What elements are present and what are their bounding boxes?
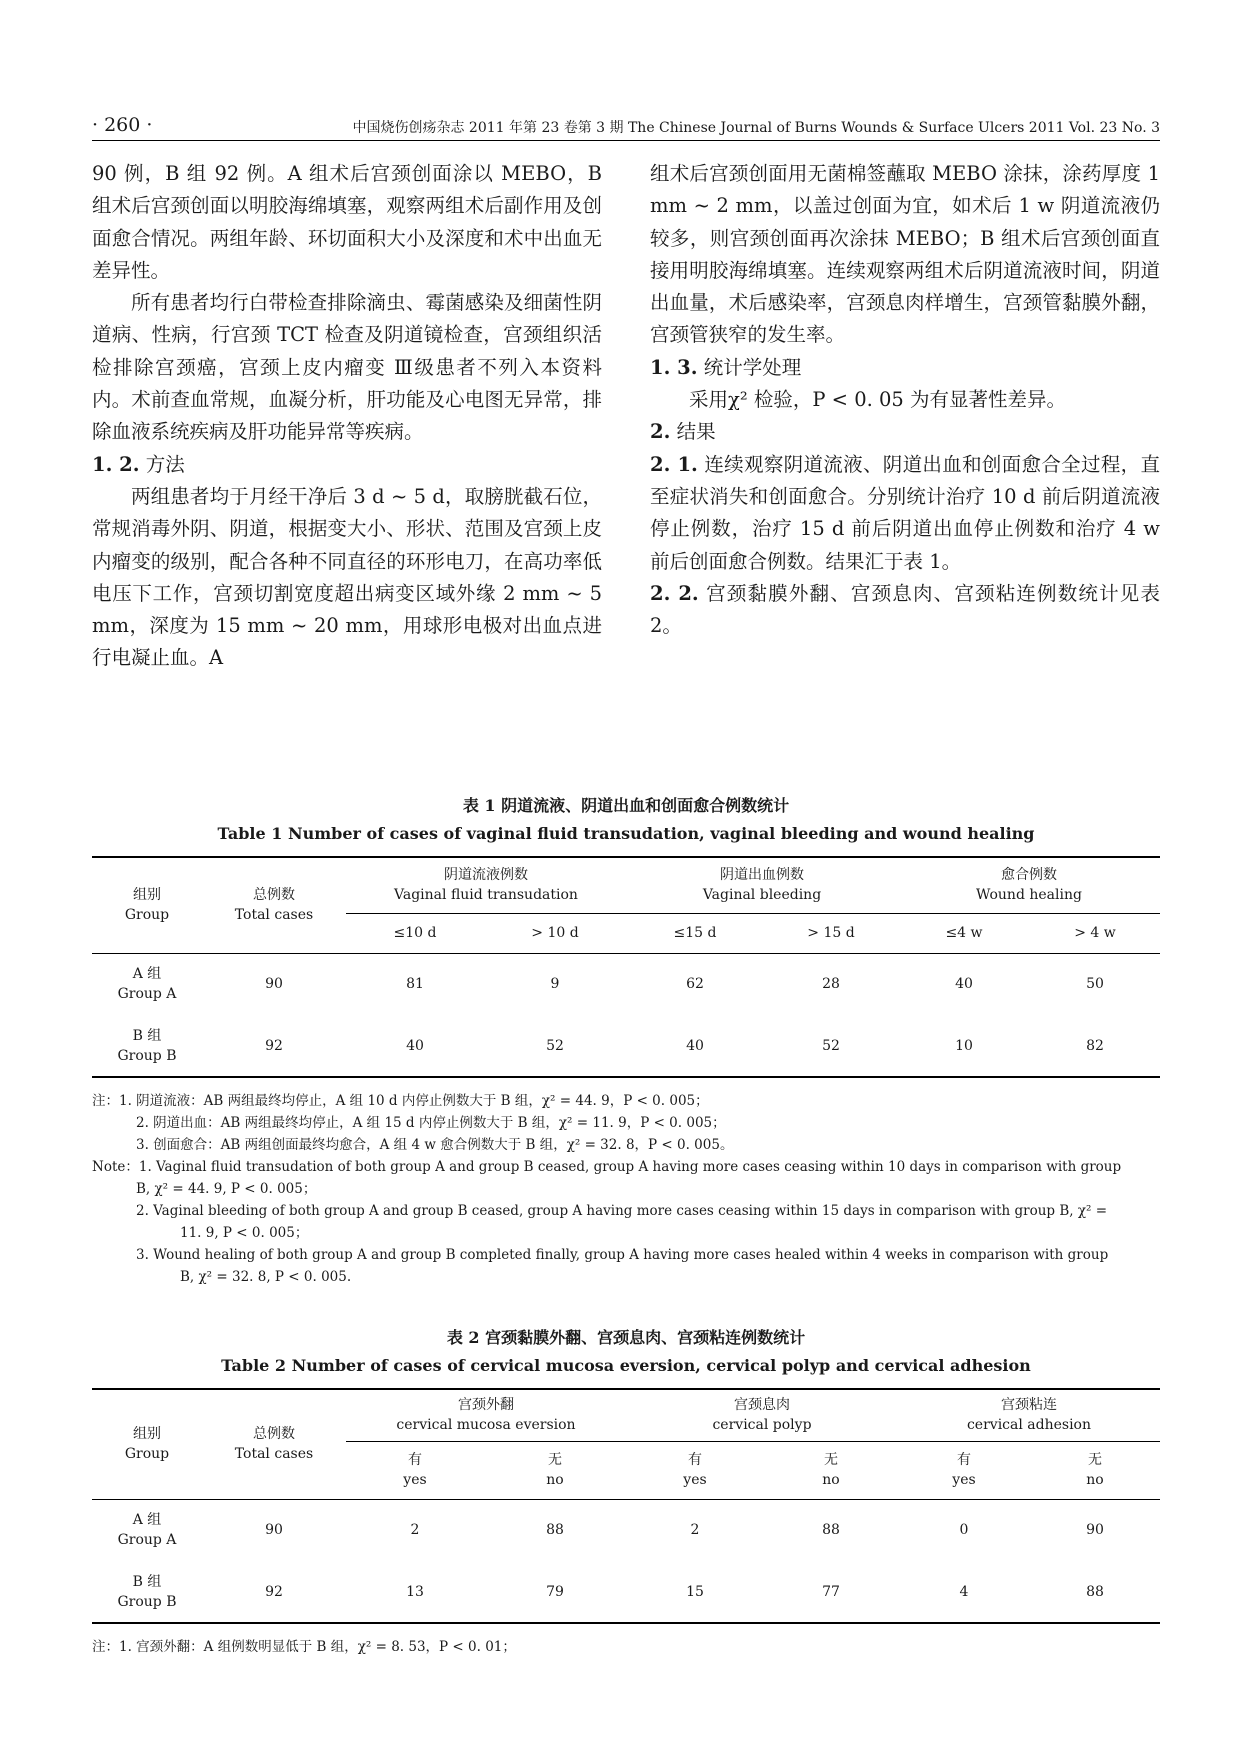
note-line: Note：1. Vaginal fluid transudation of both group A and group B ceased, group A having more cases ceasing within 10 days in comparison with group	[92, 1159, 1122, 1175]
table1-subheader: > 4 w	[1074, 925, 1116, 941]
cell: 88	[546, 1522, 564, 1539]
paragraph	[650, 449, 1160, 578]
row-label: B 组 Group B	[117, 1027, 177, 1064]
cell: 88	[822, 1522, 840, 1539]
section-heading-2	[650, 416, 1160, 448]
paragraph: 所有患者均行白带检查排除滴虫、霉菌感染及细菌性阴道病、性病，行宫颈 TCT 检查及阴道镜检查，宫颈组织活检排除宫颈癌，宫颈上皮内瘤变 Ⅲ级患者不列入本资料内。术前查血常规，血凝分析，肝功能及心电图无异常，排除血液系统疾病及肝功能异常等疾病。	[92, 291, 602, 444]
left-column	[92, 158, 602, 675]
row-label: A 组 Group A	[117, 1512, 177, 1549]
table2-notes	[92, 1636, 1160, 1658]
table1-header-total: 总例数 Total cases	[234, 887, 314, 924]
table1-subheader: ≤15 d	[673, 925, 717, 941]
section-title: 统计学处理	[703, 355, 802, 379]
cell: 40	[406, 1037, 424, 1054]
table1-header-group: 组别 Group	[124, 887, 170, 924]
paragraph: 组术后宫颈创面用无菌棉签蘸取 MEBO 涂抹，涂药厚度 1 mm ~ 2 mm，以盖过创面为宜，如术后 1 w 阴道流液仍较多，则宫颈创面再次涂抹 MEBO；B 组术后宫颈创面直接用明胶海绵填塞。连续观察两组术后阴道流液时间，阴道出血量，术后感染率，宫颈息肉样增生，宫颈管黏膜外翻，宫颈管狭窄的发生率。	[650, 162, 1160, 347]
note-line: 2. Vaginal bleeding of both group A and group B ceased, group A having more cases ceasing within 15 days in comparison with group B, χ² =	[136, 1203, 1108, 1219]
table1-subheader: ≤10 d	[393, 925, 437, 941]
table-row	[92, 1561, 1160, 1623]
table2-header-group: 组别 Group	[124, 1426, 170, 1463]
cell: 15	[686, 1583, 704, 1600]
cell: 81	[406, 976, 424, 993]
table-row	[92, 1499, 1160, 1561]
table2-subheader-no: 无 no	[1086, 1452, 1104, 1488]
paragraph-text: 宫颈黏膜外翻、宫颈息肉、宫颈粘连例数统计见表 2。	[650, 581, 1160, 638]
cell: 40	[686, 1037, 704, 1054]
paragraph	[650, 578, 1160, 643]
row-label: B 组 Group B	[117, 1573, 177, 1610]
table2-subheader-yes: 有 yes	[683, 1452, 707, 1488]
cell: 10	[955, 1037, 973, 1054]
cell: 90	[265, 976, 283, 993]
note-line: 3. 创面愈合：AB 两组创面最终均愈合，A 组 4 w 愈合例数大于 B 组，χ² = 32. 8，P < 0. 005。	[136, 1137, 734, 1153]
section-title: 结果	[676, 420, 716, 444]
table1-header-vaginal-bleeding: 阴道出血例数 Vaginal bleeding	[626, 857, 898, 913]
cell: 77	[822, 1583, 840, 1600]
journal-citation: 中国烧伤创疡杂志 2011 年第 23 卷第 3 期 The Chinese Journal of Burns Wounds & Surface Ulcers 2011 Vol. 23 No. 3	[352, 120, 1160, 136]
table2-header-polyp: 宫颈息肉 cervical polyp	[626, 1389, 898, 1441]
table1-header-wound-healing: 愈合例数 Wound healing	[898, 857, 1160, 913]
cell: 9	[550, 976, 560, 993]
table1-caption-zh: 表 1 阴道流液、阴道出血和创面愈合例数统计	[462, 796, 790, 815]
table1	[92, 856, 1160, 1078]
cell: 28	[822, 976, 840, 993]
table1-subheader: ≤4 w	[945, 925, 983, 941]
section-number: 1. 2.	[92, 452, 140, 476]
section-number: 2.	[650, 420, 671, 444]
table1-subheader: > 15 d	[807, 925, 855, 941]
note-line: 注：1. 宫颈外翻：A 组例数明显低于 B 组，χ² = 8. 53，P < 0. 01；	[92, 1639, 516, 1655]
cell: 90	[265, 1522, 283, 1539]
section-number: 1. 3.	[650, 355, 698, 379]
cell: 40	[955, 976, 973, 993]
table2	[92, 1388, 1160, 1624]
running-header	[92, 114, 1160, 141]
paragraph-text: 连续观察阴道流液、阴道出血和创面愈合全过程，直至症状消失和创面愈合。分别统计治疗 10 d 前后阴道流液停止例数，治疗 15 d 前后阴道出血停止例数和治疗 4 w 前后创面愈合例数。结果汇于表 1。	[650, 452, 1160, 573]
right-column	[650, 158, 1160, 642]
section-number: 2. 1.	[650, 452, 698, 476]
note-line: B, χ² = 44. 9, P < 0. 005；	[136, 1181, 317, 1197]
cell: 2	[410, 1522, 420, 1539]
table2-subheader-yes: 有 yes	[952, 1452, 976, 1488]
cell: 0	[959, 1522, 969, 1539]
table2-subheader-no: 无 no	[546, 1452, 564, 1488]
paragraph: 90 例，B 组 92 例。A 组术后宫颈创面涂以 MEBO，B 组术后宫颈创面以明胶海绵填塞，观察两组术后副作用及创面愈合情况。两组年龄、环切面积大小及深度和术中出血无差异性。	[92, 162, 602, 282]
cell: 2	[690, 1522, 700, 1539]
note-line: 注：1. 阴道流液：AB 两组最终均停止，A 组 10 d 内停止例数大于 B 组，χ² = 44. 9，P < 0. 005；	[92, 1093, 709, 1109]
cell: 62	[686, 976, 704, 993]
section-number: 2. 2.	[650, 581, 699, 605]
cell: 50	[1086, 976, 1104, 993]
paragraph: 两组患者均于月经干净后 3 d ~ 5 d，取膀胱截石位，常规消毒外阴、阴道，根据变大小、形状、范围及宫颈上皮内瘤变的级别，配合各种不同直径的环形电刀，在高功率低电压下工作，宫颈切割宽度超出病变区域外缘 2 mm ~ 5 mm，深度为 15 mm ~ 20 mm，用球形电极对出血点进行电凝止血。A	[92, 484, 602, 670]
section-heading-1-3	[650, 352, 1160, 384]
table2-header-eversion: 宫颈外翻 cervical mucosa eversion	[346, 1389, 626, 1441]
table2-subheader-yes: 有 yes	[403, 1452, 427, 1488]
note-line: 3. Wound healing of both group A and group B completed finally, group A having more cases healed within 4 weeks in comparison with group	[136, 1247, 1109, 1263]
table2-caption-zh: 表 2 宫颈黏膜外翻、宫颈息肉、宫颈粘连例数统计	[446, 1328, 806, 1347]
table2-header-adhesion: 宫颈粘连 cervical adhesion	[898, 1389, 1160, 1441]
cell: 4	[959, 1583, 969, 1600]
table2-subheader-no: 无 no	[822, 1452, 840, 1488]
cell: 13	[406, 1583, 424, 1600]
cell: 92	[265, 1037, 283, 1054]
table2-caption	[92, 1325, 1160, 1375]
page-number: · 260 ·	[92, 114, 153, 136]
cell: 79	[546, 1583, 564, 1600]
cell: 88	[1086, 1583, 1104, 1600]
cell: 92	[265, 1583, 283, 1600]
row-label: A 组 Group A	[117, 966, 177, 1003]
table2-caption-en: Table 2 Number of cases of cervical mucosa eversion, cervical polyp and cervical adhesion	[221, 1356, 1031, 1375]
table1-caption-en: Table 1 Number of cases of vaginal fluid transudation, vaginal bleeding and wound healing	[217, 824, 1035, 843]
table1-subheader: > 10 d	[531, 925, 579, 941]
cell: 52	[546, 1037, 564, 1054]
table-row	[92, 1015, 1160, 1077]
paragraph: 采用χ² 检验，P < 0. 05 为有显著性差异。	[689, 388, 1067, 412]
cell: 52	[822, 1037, 840, 1054]
note-line: B, χ² = 32. 8, P < 0. 005.	[180, 1269, 352, 1285]
section-title: 方法	[145, 452, 185, 476]
note-line: 11. 9, P < 0. 005；	[180, 1225, 309, 1241]
cell: 90	[1086, 1522, 1104, 1539]
section-heading-1-2	[92, 449, 602, 481]
table1-caption	[92, 793, 1160, 843]
cell: 82	[1086, 1037, 1104, 1054]
table-row	[92, 953, 1160, 1015]
table1-notes	[92, 1090, 1160, 1288]
table2-header-total: 总例数 Total cases	[234, 1426, 314, 1463]
note-line: 2. 阴道出血：AB 两组最终均停止，A 组 15 d 内停止例数大于 B 组，χ² = 11. 9，P < 0. 005；	[136, 1115, 726, 1131]
table1-header-vaginal-fluid: 阴道流液例数 Vaginal fluid transudation	[346, 857, 626, 913]
